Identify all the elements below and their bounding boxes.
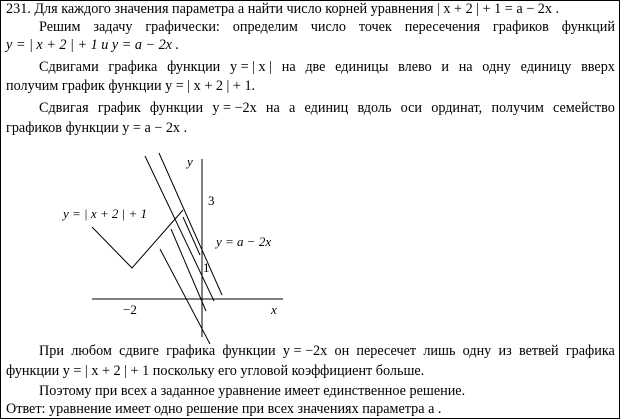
word: и [441,59,449,75]
word: на [281,59,296,75]
word: влево [398,59,432,75]
word: y = −2x [282,343,328,359]
word: графически: [145,19,220,35]
word: сдвиге [119,343,159,359]
word: одну [462,343,492,359]
tick-3-label: 3 [208,193,215,208]
word: из [498,343,512,359]
word: функции [149,100,204,116]
word: пересечения [404,19,480,35]
conclusion-line [39,343,615,360]
word: семейство [553,100,615,116]
word: на [458,59,473,75]
line-graph-label: y = a − 2x [216,234,272,249]
word: он [334,343,350,359]
abs-graph-label: y = | x + 2 | + 1 [63,206,148,221]
word: графиков [492,19,549,35]
word: вдоль [357,100,392,116]
y-axis-label: y [187,154,193,169]
word: лишь [423,343,456,359]
functions-line: y = | x + 2 | + 1 и y = a − 2x . [6,37,180,53]
word: график [97,100,141,116]
word: ординат, [431,100,483,116]
word: задачу [93,19,133,35]
problem-statement: 231. Для каждого значения параметра a найти число корней уравнения | x + 2 | + 1 = a − 2x . [6,1,560,17]
tick-1-label: 1 [203,260,210,275]
tick-minus2-label: −2 [123,302,137,317]
word: определим [232,19,298,35]
word: При [39,343,64,359]
family-line-1 [145,156,214,301]
word: Сдвигая [39,100,89,116]
word: графика [166,343,216,359]
word: любом [71,343,112,359]
word: графика [565,343,615,359]
word: y = −2x [212,100,257,116]
word: функций [561,19,615,35]
word: пересечет [356,343,417,359]
word: одну [482,59,511,75]
word: Решим [39,19,81,35]
conclusion-continuation-line: функции y = | x + 2 | + 1 поскольку его угловой коэффициент больше. [6,363,425,379]
word: ветвей [518,343,559,359]
word: вверх [581,59,615,75]
word: графика [108,59,158,75]
word: единицу [520,59,572,75]
family-line-3 [183,217,200,255]
word: получим [491,100,544,116]
word: функции [167,59,221,75]
word: Сдвигами [39,59,99,75]
word: единицы [335,59,389,75]
family-result-line: графиков функции y = a − 2x . [6,120,188,136]
word: на [265,100,280,116]
word: a [289,100,296,116]
word: точек [358,19,392,35]
word: единиц [304,100,349,116]
word: y = | x | [229,59,273,75]
shift-result-line: получим график функции y = | x + 2 | + 1. [6,78,256,94]
summary-line: Поэтому при всех a заданное уравнение имеет единственное решение. [39,383,466,399]
word: число [310,19,346,35]
word: оси [400,100,423,116]
answer-line: Ответ: уравнение имеет одно решение при всех значениях параметра a . [6,401,442,417]
word: две [305,59,326,75]
word: функции [222,343,276,359]
x-axis-label: x [271,302,277,317]
